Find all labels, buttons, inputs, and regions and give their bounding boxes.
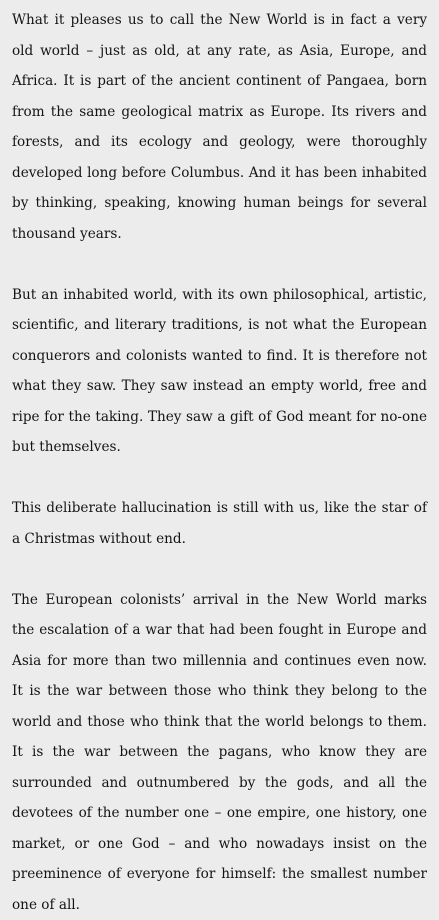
paragraph-4: The European colonists’ arrival in the New World marks the escalation of a war that had been fought in Europe and Asia for more than two millennia and continues even now. It is the war between those who think they belong to the world and those who think that the world belongs to them. It is the war between the pagans, who know they are surrounded and outnumbered by the gods, and all the devotees of the number one – one empire, one history, one market, or one God – and who nowadays insist on the preeminence of everyone for himself: the smallest number one of all. — [12, 585, 427, 920]
paragraph-1: What it pleases us to call the New World is in fact a very old world – just as old, at any rate, as Asia, Europe, and Africa. It is part of the ancient continent of Pangaea, born from the same geological matrix as Europe. Its rivers and forests, and its ecology and geology, were thoroughly developed long before Columbus. And it has been inhabited by thinking, speaking, knowing human beings for several thousand years. — [12, 5, 427, 249]
paragraph-3: This deliberate hallucination is still with us, like the star of a Christmas without end. — [12, 493, 427, 554]
paragraph-2: But an inhabited world, with its own philosophical, artistic, scientific, and literary traditions, is not what the European conquerors and colonists wanted to find. It is therefore not what they saw. They saw instead an empty world, free and ripe for the taking. They saw a gift of God meant for no-one but themselves. — [12, 280, 427, 463]
